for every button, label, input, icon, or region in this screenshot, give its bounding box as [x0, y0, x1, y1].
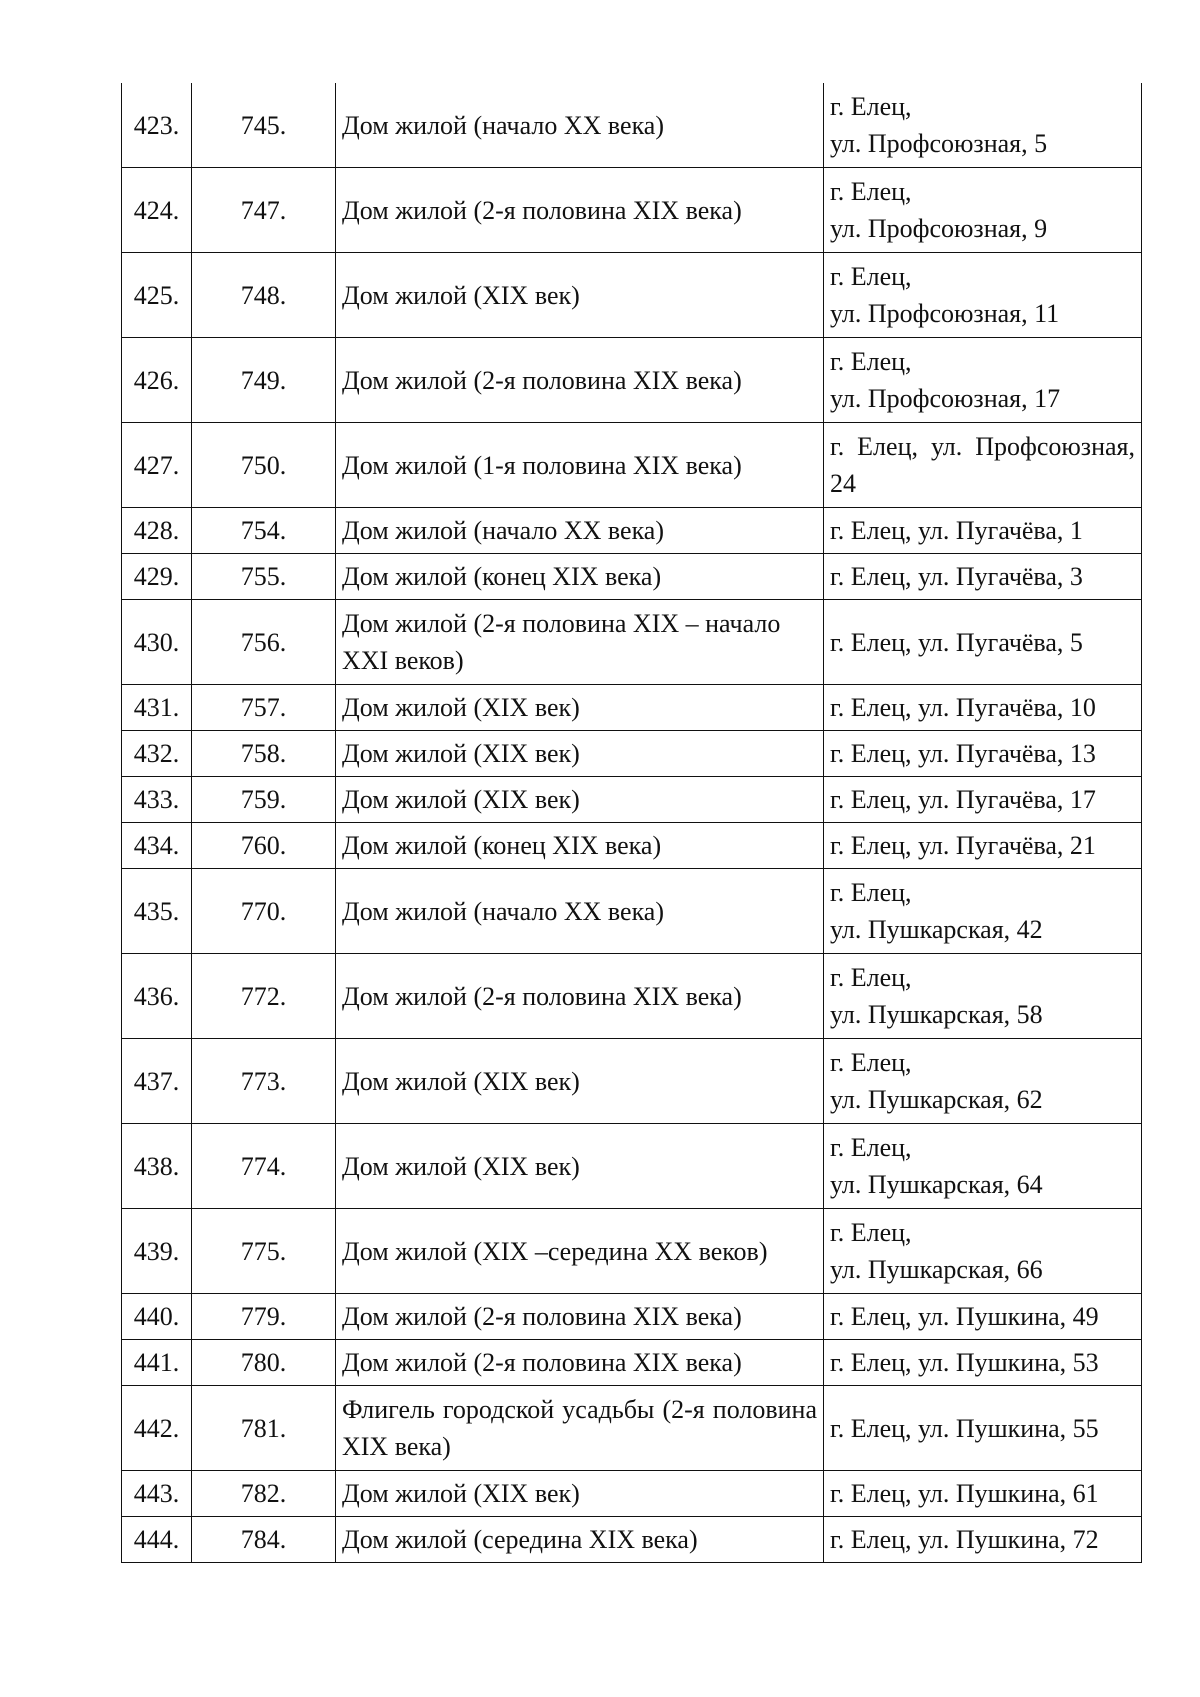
object-name-cell: Дом жилой (XIX век) — [336, 1471, 824, 1517]
table-row — [122, 1386, 1142, 1471]
address-line: ул. Пушкарская, 62 — [830, 1085, 1043, 1114]
object-id-cell: 747. — [192, 168, 336, 253]
address-cell — [824, 253, 1142, 338]
object-name-cell: Дом жилой (2-я половина XIX века) — [336, 1294, 824, 1340]
address-line: ул. Пушкарская, 66 — [830, 1255, 1043, 1284]
row-number-cell: 435. — [122, 869, 192, 954]
table-row — [122, 954, 1142, 1039]
address-cell — [824, 823, 1142, 869]
table-row — [122, 253, 1142, 338]
address-line: ул. Профсоюзная, 9 — [830, 214, 1048, 243]
object-name-cell: Дом жилой (начало XX века) — [336, 508, 824, 554]
object-id-cell: 780. — [192, 1340, 336, 1386]
table-row — [122, 83, 1142, 168]
row-number-cell: 424. — [122, 168, 192, 253]
address-line: г. Елец, ул. Пушкина, 61 — [830, 1479, 1099, 1508]
address-cell — [824, 1294, 1142, 1340]
object-name-cell: Дом жилой (2-я половина XIX века) — [336, 1340, 824, 1386]
object-name-cell: Дом жилой (2-я половина XIX века) — [336, 954, 824, 1039]
table-row — [122, 869, 1142, 954]
row-number-cell: 433. — [122, 777, 192, 823]
row-number-cell: 429. — [122, 554, 192, 600]
table-row — [122, 731, 1142, 777]
object-name-cell: Дом жилой (XIX –середина XX веков) — [336, 1209, 824, 1294]
address-cell — [824, 1386, 1142, 1471]
address-cell — [824, 83, 1142, 168]
object-id-cell: 750. — [192, 423, 336, 508]
address-line: г. Елец, ул. Пугачёва, 10 — [830, 693, 1096, 722]
object-name-cell: Дом жилой (XIX век) — [336, 731, 824, 777]
object-name-cell: Дом жилой (1-я половина XIX века) — [336, 423, 824, 508]
row-number-cell: 438. — [122, 1124, 192, 1209]
address-cell — [824, 869, 1142, 954]
row-number-cell: 441. — [122, 1340, 192, 1386]
table-row — [122, 1517, 1142, 1563]
address-line: г. Елец, ул. Пугачёва, 5 — [830, 627, 1083, 657]
address-line: г. Елец, ул. Пугачёва, 21 — [830, 831, 1096, 860]
object-id-cell: 779. — [192, 1294, 336, 1340]
address-line: г. Елец, — [830, 878, 912, 907]
row-number-cell: 442. — [122, 1386, 192, 1471]
address-cell — [824, 731, 1142, 777]
object-name-cell: Дом жилой (2-я половина XIX – начало XXI веков) — [336, 600, 824, 685]
address-cell — [824, 1124, 1142, 1209]
object-name-cell: Дом жилой (2-я половина XIX века) — [336, 168, 824, 253]
address-line: г. Елец, — [830, 1218, 912, 1247]
row-number-cell: 439. — [122, 1209, 192, 1294]
address-cell — [824, 1517, 1142, 1563]
address-cell — [824, 777, 1142, 823]
object-name-cell: Флигель городской усадьбы (2-я половина XIX века) — [336, 1386, 824, 1471]
address-line: г. Елец, ул. Пушкина, 53 — [830, 1348, 1099, 1377]
address-line: ул. Пушкарская, 42 — [830, 915, 1043, 944]
object-id-cell: 772. — [192, 954, 336, 1039]
address-line: ул. Профсоюзная, 5 — [830, 129, 1048, 158]
object-name-cell: Дом жилой (XIX век) — [336, 1039, 824, 1124]
address-cell — [824, 338, 1142, 423]
object-id-cell: 756. — [192, 600, 336, 685]
object-name-cell: Дом жилой (XIX век) — [336, 777, 824, 823]
object-name-cell: Дом жилой (2-я половина XIX века) — [336, 338, 824, 423]
row-number-cell: 431. — [122, 685, 192, 731]
row-number-cell: 444. — [122, 1517, 192, 1563]
address-line: г. Елец, ул. Пугачёва, 17 — [830, 785, 1096, 814]
address-cell — [824, 423, 1142, 508]
address-line: г. Елец, — [830, 347, 912, 376]
address-cell — [824, 954, 1142, 1039]
table-row — [122, 338, 1142, 423]
object-id-cell: 748. — [192, 253, 336, 338]
table-row — [122, 1209, 1142, 1294]
table-row — [122, 600, 1142, 685]
row-number-cell: 434. — [122, 823, 192, 869]
table-row — [122, 777, 1142, 823]
address-line: г. Елец, — [830, 1048, 912, 1077]
address-line: г. Елец, — [830, 963, 912, 992]
registry-table-body — [122, 83, 1142, 1563]
row-number-cell: 425. — [122, 253, 192, 338]
row-number-cell: 437. — [122, 1039, 192, 1124]
address-cell — [824, 1340, 1142, 1386]
address-line: г. Елец, ул. Профсоюзная, 24 — [830, 432, 1135, 498]
table-row — [122, 823, 1142, 869]
row-number-cell: 443. — [122, 1471, 192, 1517]
row-number-cell: 426. — [122, 338, 192, 423]
object-id-cell: 759. — [192, 777, 336, 823]
table-row — [122, 1294, 1142, 1340]
row-number-cell: 440. — [122, 1294, 192, 1340]
object-id-cell: 755. — [192, 554, 336, 600]
row-number-cell: 432. — [122, 731, 192, 777]
address-cell — [824, 1471, 1142, 1517]
address-cell — [824, 168, 1142, 253]
object-id-cell: 770. — [192, 869, 336, 954]
object-id-cell: 773. — [192, 1039, 336, 1124]
table-row — [122, 1124, 1142, 1209]
address-line: ул. Профсоюзная, 17 — [830, 384, 1061, 413]
object-name-cell: Дом жилой (конец XIX века) — [336, 554, 824, 600]
object-id-cell: 774. — [192, 1124, 336, 1209]
object-id-cell: 760. — [192, 823, 336, 869]
address-cell — [824, 685, 1142, 731]
address-line: г. Елец, ул. Пушкина, 49 — [830, 1302, 1099, 1331]
address-line: г. Елец, ул. Пугачёва, 1 — [830, 516, 1083, 545]
row-number-cell: 423. — [122, 83, 192, 168]
object-name-cell: Дом жилой (конец XIX века) — [336, 823, 824, 869]
object-id-cell: 745. — [192, 83, 336, 168]
row-number-cell: 427. — [122, 423, 192, 508]
row-number-cell: 428. — [122, 508, 192, 554]
table-row — [122, 1039, 1142, 1124]
object-name-cell: Дом жилой (XIX век) — [336, 685, 824, 731]
object-id-cell: 757. — [192, 685, 336, 731]
address-line: г. Елец, — [830, 177, 912, 206]
table-row — [122, 168, 1142, 253]
table-row — [122, 554, 1142, 600]
object-name-cell: Дом жилой (XIX век) — [336, 1124, 824, 1209]
table-row — [122, 1471, 1142, 1517]
address-line: г. Елец, ул. Пугачёва, 3 — [830, 562, 1083, 591]
object-name-cell: Дом жилой (середина XIX века) — [336, 1517, 824, 1563]
row-number-cell: 436. — [122, 954, 192, 1039]
object-id-cell: 758. — [192, 731, 336, 777]
object-id-cell: 781. — [192, 1386, 336, 1471]
object-name-cell: Дом жилой (XIX век) — [336, 253, 824, 338]
object-id-cell: 754. — [192, 508, 336, 554]
address-line: ул. Пушкарская, 64 — [830, 1170, 1043, 1199]
address-cell — [824, 554, 1142, 600]
object-id-cell: 775. — [192, 1209, 336, 1294]
object-name-cell: Дом жилой (начало XX века) — [336, 869, 824, 954]
address-line: г. Елец, — [830, 92, 912, 121]
table-row — [122, 423, 1142, 508]
address-line: г. Елец, ул. Пугачёва, 13 — [830, 739, 1096, 768]
object-name-cell: Дом жилой (начало XX века) — [336, 83, 824, 168]
address-cell — [824, 1209, 1142, 1294]
address-line: г. Елец, — [830, 1133, 912, 1162]
address-cell — [824, 1039, 1142, 1124]
address-line: г. Елец, — [830, 262, 912, 291]
address-cell — [824, 600, 1142, 685]
object-id-cell: 782. — [192, 1471, 336, 1517]
object-id-cell: 784. — [192, 1517, 336, 1563]
address-line: г. Елец, ул. Пушкина, 55 — [830, 1413, 1099, 1443]
table-row — [122, 1340, 1142, 1386]
address-line: г. Елец, ул. Пушкина, 72 — [830, 1525, 1099, 1554]
address-cell — [824, 508, 1142, 554]
table-row — [122, 508, 1142, 554]
address-line: ул. Пушкарская, 58 — [830, 1000, 1043, 1029]
heritage-registry-table — [121, 83, 1142, 1563]
row-number-cell: 430. — [122, 600, 192, 685]
object-id-cell: 749. — [192, 338, 336, 423]
table-row — [122, 685, 1142, 731]
address-line: ул. Профсоюзная, 11 — [830, 299, 1060, 328]
